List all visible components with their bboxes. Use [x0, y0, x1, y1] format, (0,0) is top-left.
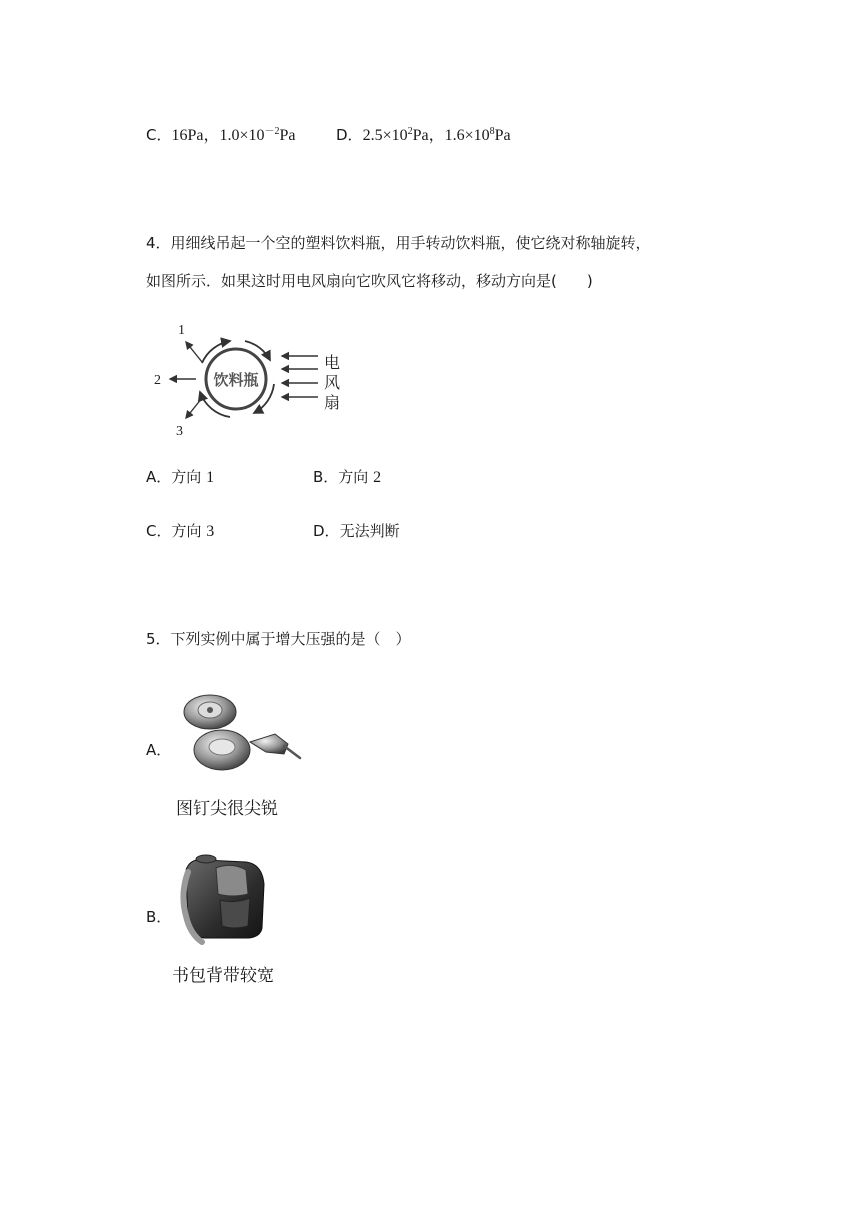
q3-option-c [146, 125, 296, 146]
backpack-image [176, 854, 271, 946]
q5-option-b-letter: B． [146, 908, 172, 926]
q4-option-c-letter: C． [146, 522, 172, 540]
bottle-label: 饮料瓶 [213, 371, 259, 389]
direction-2-label: 2 [154, 373, 161, 388]
q4-stem-line1: 4．用细线吊起一个空的塑料饮料瓶，用手转动饮料瓶，使它绕对称轴旋转， [146, 234, 651, 252]
fan-label-char-1: 电 [324, 353, 341, 372]
q4-option-b-letter: B． [313, 468, 339, 486]
q4-option-a: A．方向 1 [146, 468, 215, 486]
fan-label-char-2: 风 [324, 373, 341, 392]
q5-option-b-caption: 书包背带较宽 [172, 966, 274, 986]
q4-option-d: D．无法判断 [313, 522, 400, 540]
q4-option-c: C．方向 3 [146, 522, 215, 540]
q4-option-d-letter: D． [313, 522, 340, 540]
q3-option-d [336, 125, 511, 146]
direction-1-label: 1 [178, 323, 185, 338]
direction-arrows [170, 342, 202, 418]
q4-stem-line2: 如图所示．如果这时用电风扇向它吹风它将移动，移动方向是( ) [146, 272, 593, 290]
q4-option-a-letter: A． [146, 468, 172, 486]
q3-option-d-text: $2.5\times 10^2Pa$，$1.6\times 10^8Pa$ [362, 126, 511, 144]
q5-option-a-caption: 图钉尖很尖锐 [176, 799, 278, 819]
q3-option-c-text: 16Pa，$1.0\times 10^{-2}Pa$ [171, 126, 296, 144]
wind-arrows [282, 356, 318, 397]
thumbtack-image [180, 692, 305, 774]
q3-option-c-letter: C． [146, 126, 172, 144]
q5-option-a-letter: A． [146, 741, 172, 759]
fan-label-char-3: 扇 [324, 393, 341, 412]
direction-3-label: 3 [176, 424, 183, 439]
q4-option-b: B．方向 2 [313, 468, 382, 486]
q5-stem: 5．下列实例中属于增大压强的是（ ） [146, 630, 411, 648]
q4-bottle-figure [150, 318, 350, 440]
q3-option-d-letter: D． [336, 126, 363, 144]
